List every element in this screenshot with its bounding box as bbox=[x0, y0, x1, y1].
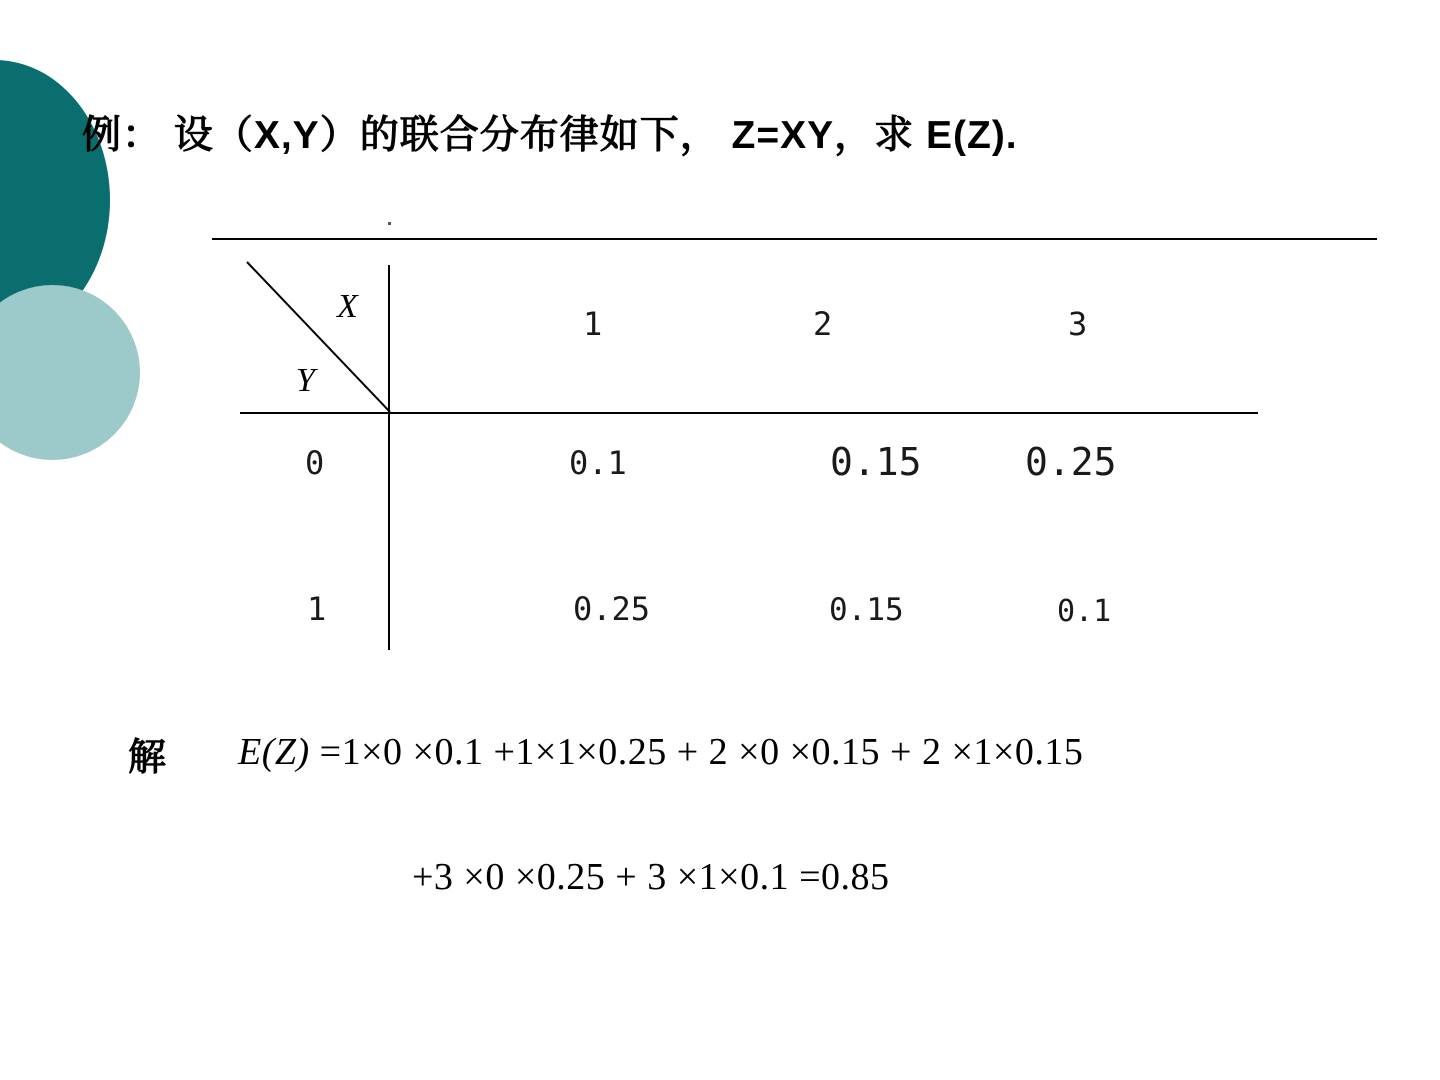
stray-dot bbox=[388, 222, 391, 225]
column-header: 2 bbox=[813, 305, 833, 343]
table-cell: 0.25 bbox=[573, 590, 651, 628]
table-cell: 0.1 bbox=[569, 444, 627, 482]
table-cell: 0.1 bbox=[1057, 594, 1112, 629]
diagonal-divider-icon bbox=[247, 262, 393, 414]
row-header: 0 bbox=[305, 444, 325, 482]
page-title: 例： 设（X,Y）的联合分布律如下， Z=XY，求 E(Z). bbox=[82, 114, 1018, 157]
table-cell: 0.25 bbox=[1025, 440, 1117, 484]
solution-equation-line-1 bbox=[238, 730, 1083, 774]
solution-label: 解 bbox=[128, 737, 167, 779]
column-header: 1 bbox=[583, 305, 603, 343]
column-variable-label: X bbox=[337, 288, 358, 325]
expectation-symbol: E(Z) bbox=[238, 731, 310, 773]
table-cell: 0.15 bbox=[829, 592, 904, 628]
equation-body: =1×0 ×0.1 +1×1×0.25 + 2 ×0 ×0.15 + 2 ×1×0.15 bbox=[309, 731, 1084, 773]
table-top-rule bbox=[212, 238, 1377, 240]
row-header: 1 bbox=[307, 590, 327, 628]
row-variable-label: Y bbox=[296, 362, 315, 399]
solution-equation-line-2: +3 ×0 ×0.25 + 3 ×1×0.1 =0.85 bbox=[412, 856, 890, 898]
table-cell: 0.15 bbox=[830, 440, 922, 484]
column-header: 3 bbox=[1068, 305, 1088, 343]
